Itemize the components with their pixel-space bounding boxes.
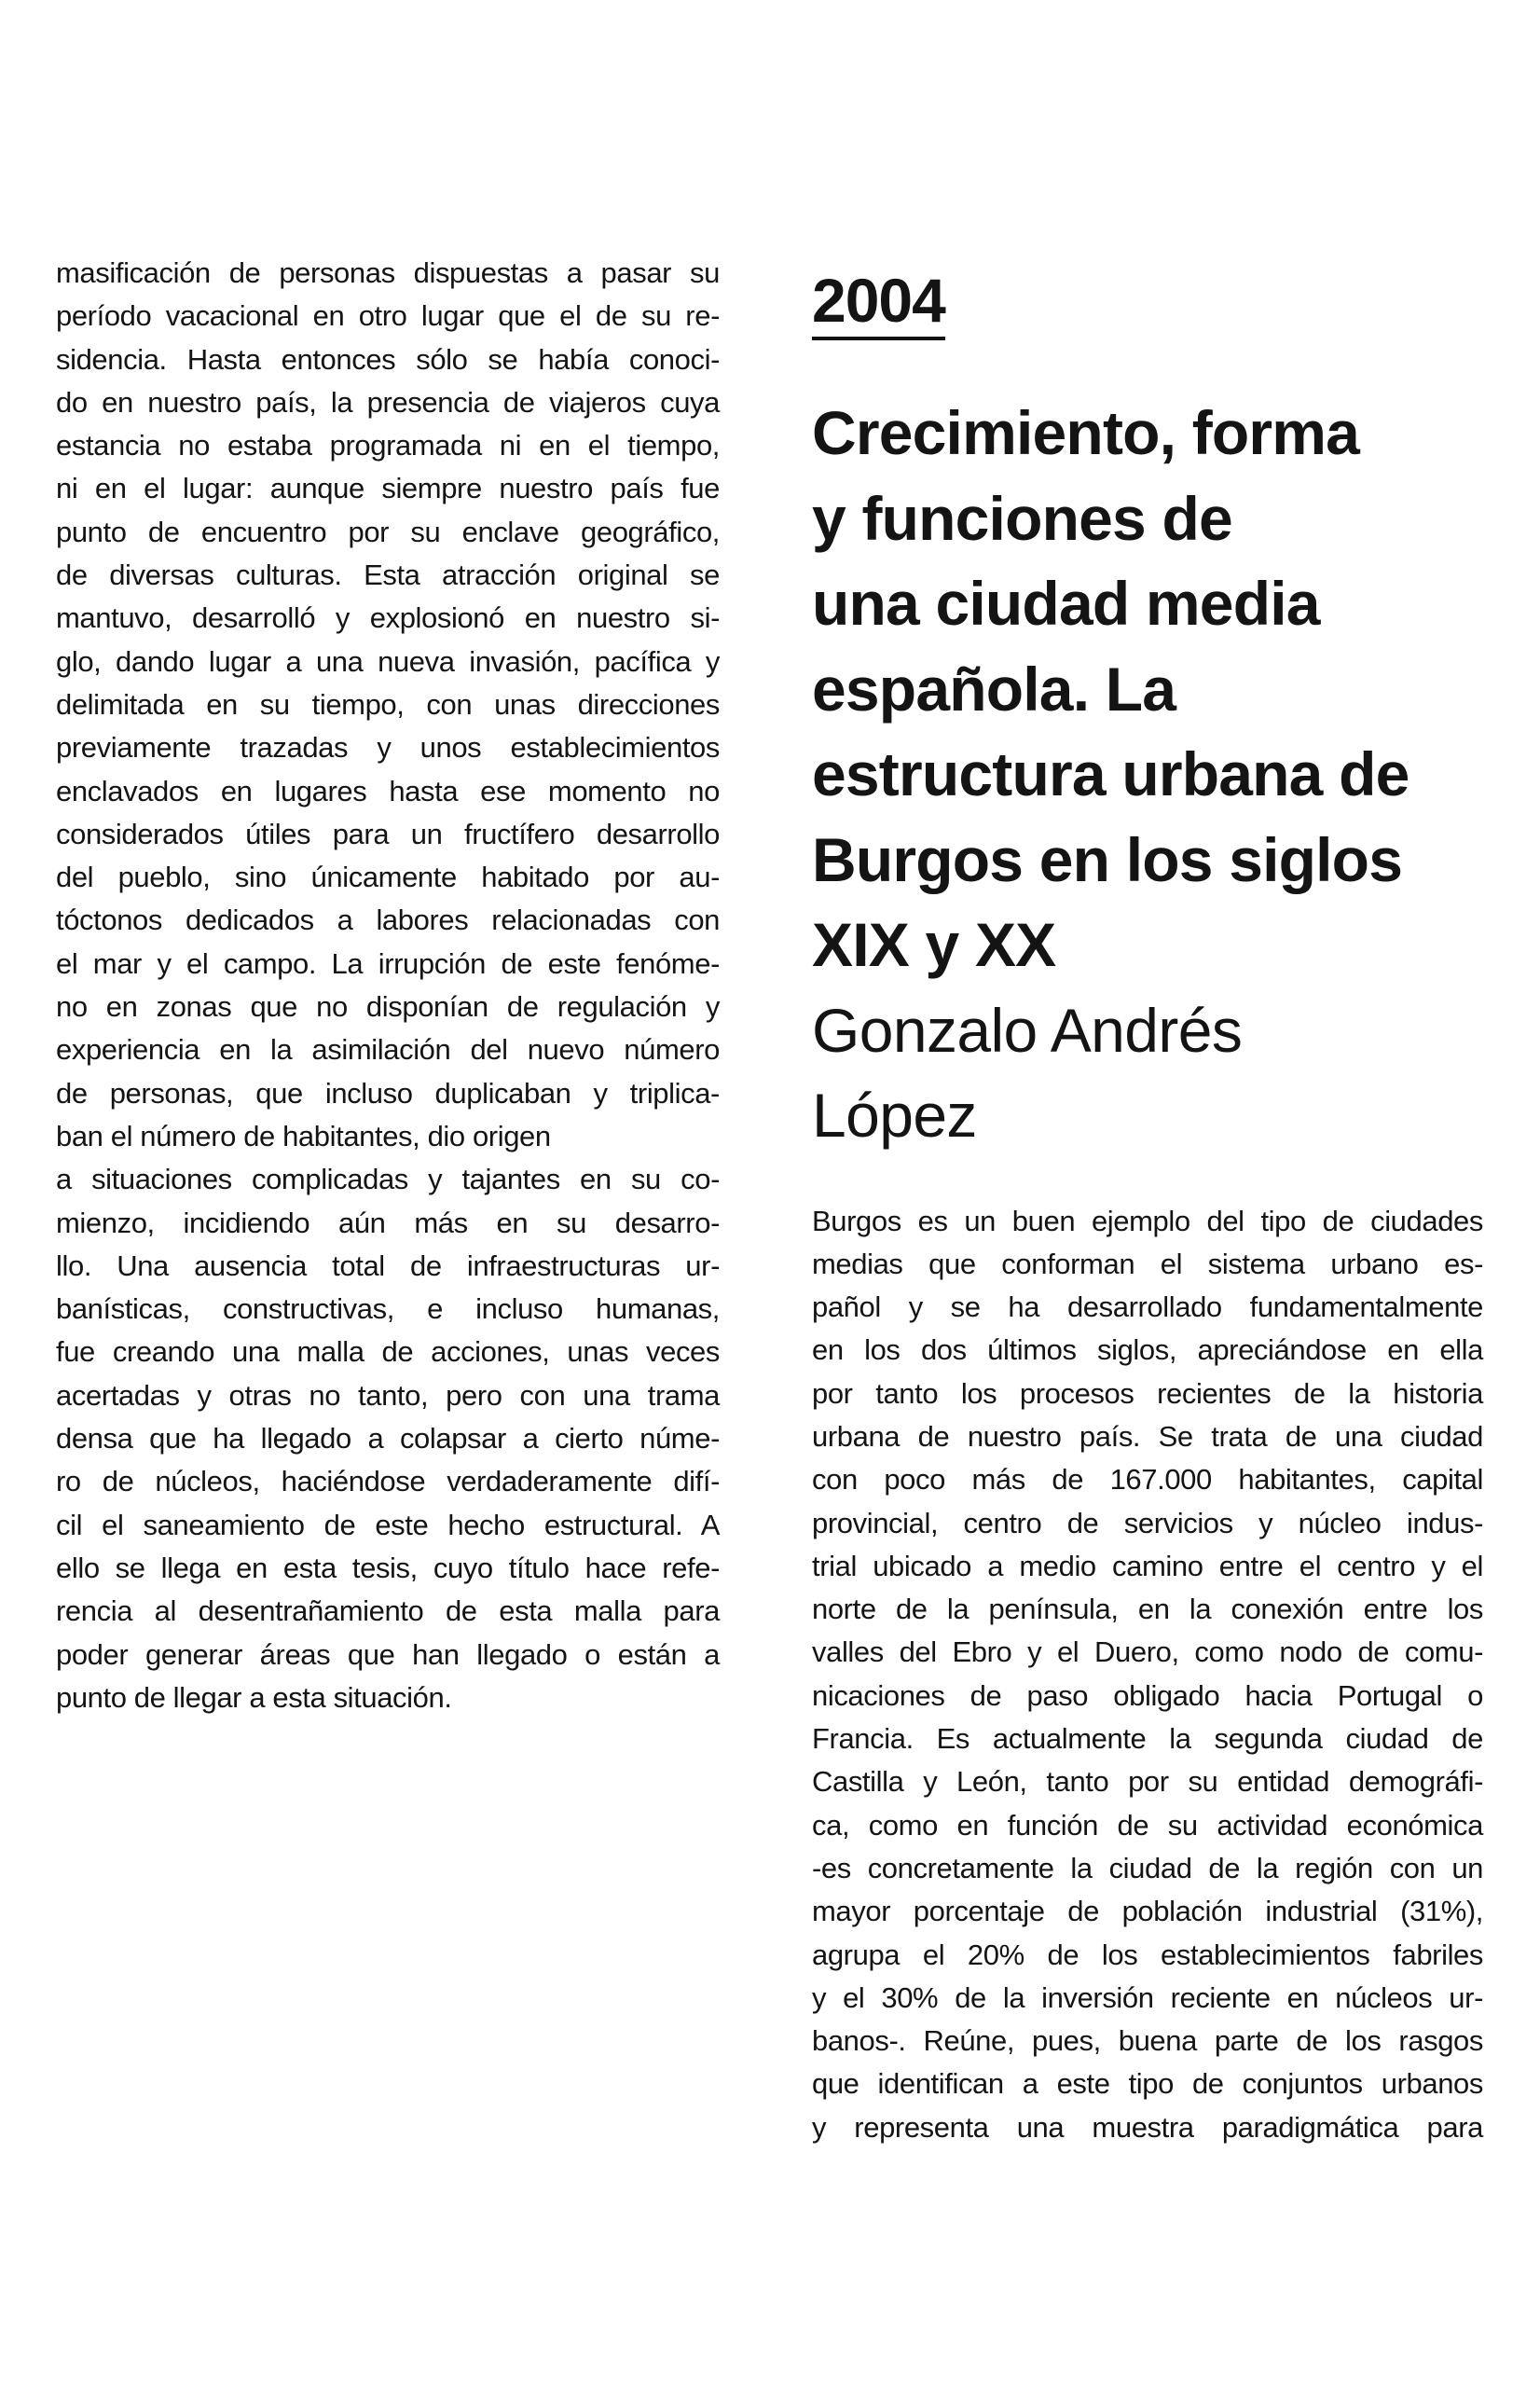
text-line: agrupa el 20% de los establecimientos fabriles bbox=[812, 1938, 1483, 1971]
year-heading: 2004 bbox=[812, 266, 945, 340]
text-line: delimitada en su tiempo, con unas direcciones bbox=[56, 687, 720, 721]
text-line: glo, dando lugar a una nueva invasión, pacífica y bbox=[56, 644, 720, 678]
text-line: y el 30% de la inversión reciente en núcleos ur- bbox=[812, 1980, 1483, 2014]
text-line: considerados útiles para un fructífero desarrollo bbox=[56, 817, 720, 850]
text-line: masificación de personas dispuestas a pasar su bbox=[56, 256, 720, 289]
text-line: con poco más de 167.000 habitantes, capital bbox=[812, 1463, 1483, 1497]
title-line: estructura urbana de bbox=[812, 739, 1409, 808]
text-line: ni en el lugar: aunque siempre nuestro país fue bbox=[56, 472, 720, 505]
text-line: do en nuestro país, la presencia de viajeros cuya bbox=[56, 385, 720, 419]
article-title bbox=[812, 391, 1483, 988]
author-line: Gonzalo Andrés bbox=[812, 995, 1243, 1065]
text-line: Burgos es un buen ejemplo del tipo de ciudades bbox=[812, 1204, 1483, 1237]
text-line: el mar y el campo. La irrupción de este fenóme- bbox=[56, 946, 720, 980]
text-line: tóctonos dedicados a labores relacionadas con bbox=[56, 904, 720, 937]
text-line: estancia no estaba programada ni en el tiempo, bbox=[56, 429, 720, 462]
text-line: mantuvo, desarrolló y explosionó en nuestro si- bbox=[56, 601, 720, 635]
text-line: banísticas, constructivas, e incluso humanas, bbox=[56, 1292, 720, 1326]
text-line: nicaciones de paso obligado hacia Portugal o bbox=[812, 1678, 1483, 1712]
text-line: densa que ha llegado a colapsar a cierto núme- bbox=[56, 1422, 720, 1456]
text-line: no en zonas que no disponían de regulación y bbox=[56, 990, 720, 1024]
text-line: que identifican a este tipo de conjuntos urbanos bbox=[812, 2067, 1483, 2101]
text-line: mienzo, incidiendo aún más en su desarro- bbox=[56, 1206, 720, 1239]
text-line: por tanto los procesos recientes de la historia bbox=[812, 1376, 1483, 1410]
text-line: del pueblo, sino únicamente habitado por au- bbox=[56, 861, 720, 894]
text-line: ban el número de habitantes, dio origen bbox=[56, 1119, 551, 1152]
text-line: período vacacional en otro lugar que el de su re- bbox=[56, 299, 720, 333]
text-line: urbana de nuestro país. Se trata de una ciudad bbox=[812, 1419, 1483, 1453]
text-line: provincial, centro de servicios y núcleo indus- bbox=[812, 1506, 1483, 1539]
text-line: pañol y se ha desarrollado fundamentalmente bbox=[812, 1290, 1483, 1324]
text-line: cil el saneamiento de este hecho estructural. A bbox=[56, 1508, 720, 1541]
left-column-body-text bbox=[56, 252, 720, 1719]
text-line: sidencia. Hasta entonces sólo se había conoci- bbox=[56, 342, 720, 376]
title-line: y funciones de bbox=[812, 483, 1232, 553]
right-column-article bbox=[812, 266, 1483, 2149]
text-line: en los dos últimos siglos, apreciándose en ella bbox=[812, 1333, 1483, 1367]
text-line: valles del Ebro y el Duero, como nodo de comu- bbox=[812, 1635, 1483, 1669]
text-line: experiencia en la asimilación del nuevo número bbox=[56, 1033, 720, 1067]
text-line: Francia. Es actualmente la segunda ciudad de bbox=[812, 1722, 1483, 1756]
text-line: ro de núcleos, haciéndose verdaderamente difí- bbox=[56, 1465, 720, 1498]
title-line: Burgos en los siglos bbox=[812, 824, 1403, 894]
text-line: mayor porcentaje de población industrial (31%), bbox=[812, 1895, 1483, 1928]
text-line: previamente trazadas y unos establecimientos bbox=[56, 731, 720, 765]
title-line: XIX y XX bbox=[812, 910, 1056, 979]
author-line: López bbox=[812, 1081, 977, 1150]
text-line: norte de la península, en la conexión entre los bbox=[812, 1593, 1483, 1626]
text-line: poder generar áreas que han llegado o están a bbox=[56, 1637, 720, 1671]
text-line: de personas, que incluso duplicaban y triplica- bbox=[56, 1076, 720, 1110]
text-line: Castilla y León, tanto por su entidad demográfi- bbox=[812, 1765, 1483, 1799]
text-line: punto de encuentro por su enclave geográfico, bbox=[56, 515, 720, 548]
text-line: banos-. Reúne, pues, buena parte de los rasgos bbox=[812, 2024, 1483, 2058]
text-line: fue creando una malla de acciones, unas veces bbox=[56, 1335, 720, 1369]
article-author bbox=[812, 988, 1483, 1159]
text-line: llo. Una ausencia total de infraestructuras ur- bbox=[56, 1249, 720, 1282]
title-line: una ciudad media bbox=[812, 569, 1320, 638]
text-line: y representa una muestra paradigmática para bbox=[812, 2110, 1483, 2144]
title-line: Crecimiento, forma bbox=[812, 398, 1360, 467]
text-line: ello se llega en esta tesis, cuyo título hace refe- bbox=[56, 1551, 720, 1584]
text-line: enclavados en lugares hasta ese momento no bbox=[56, 774, 720, 807]
text-line: trial ubicado a medio camino entre el centro y el bbox=[812, 1549, 1483, 1582]
text-line: a situaciones complicadas y tajantes en su co- bbox=[56, 1163, 720, 1196]
text-line: acertadas y otras no tanto, pero con una trama bbox=[56, 1378, 720, 1412]
text-line: medias que conforman el sistema urbano es- bbox=[812, 1247, 1483, 1280]
text-line: rencia al desentrañamiento de esta malla para bbox=[56, 1594, 720, 1628]
article-abstract bbox=[812, 1200, 1483, 2150]
text-line: ca, como en función de su actividad económica bbox=[812, 1808, 1483, 1842]
text-line: de diversas culturas. Esta atracción original se bbox=[56, 559, 720, 592]
title-line: española. La bbox=[812, 654, 1176, 724]
text-line: -es concretamente la ciudad de la región con un bbox=[812, 1851, 1483, 1884]
text-line: punto de llegar a esta situación. bbox=[56, 1680, 452, 1714]
